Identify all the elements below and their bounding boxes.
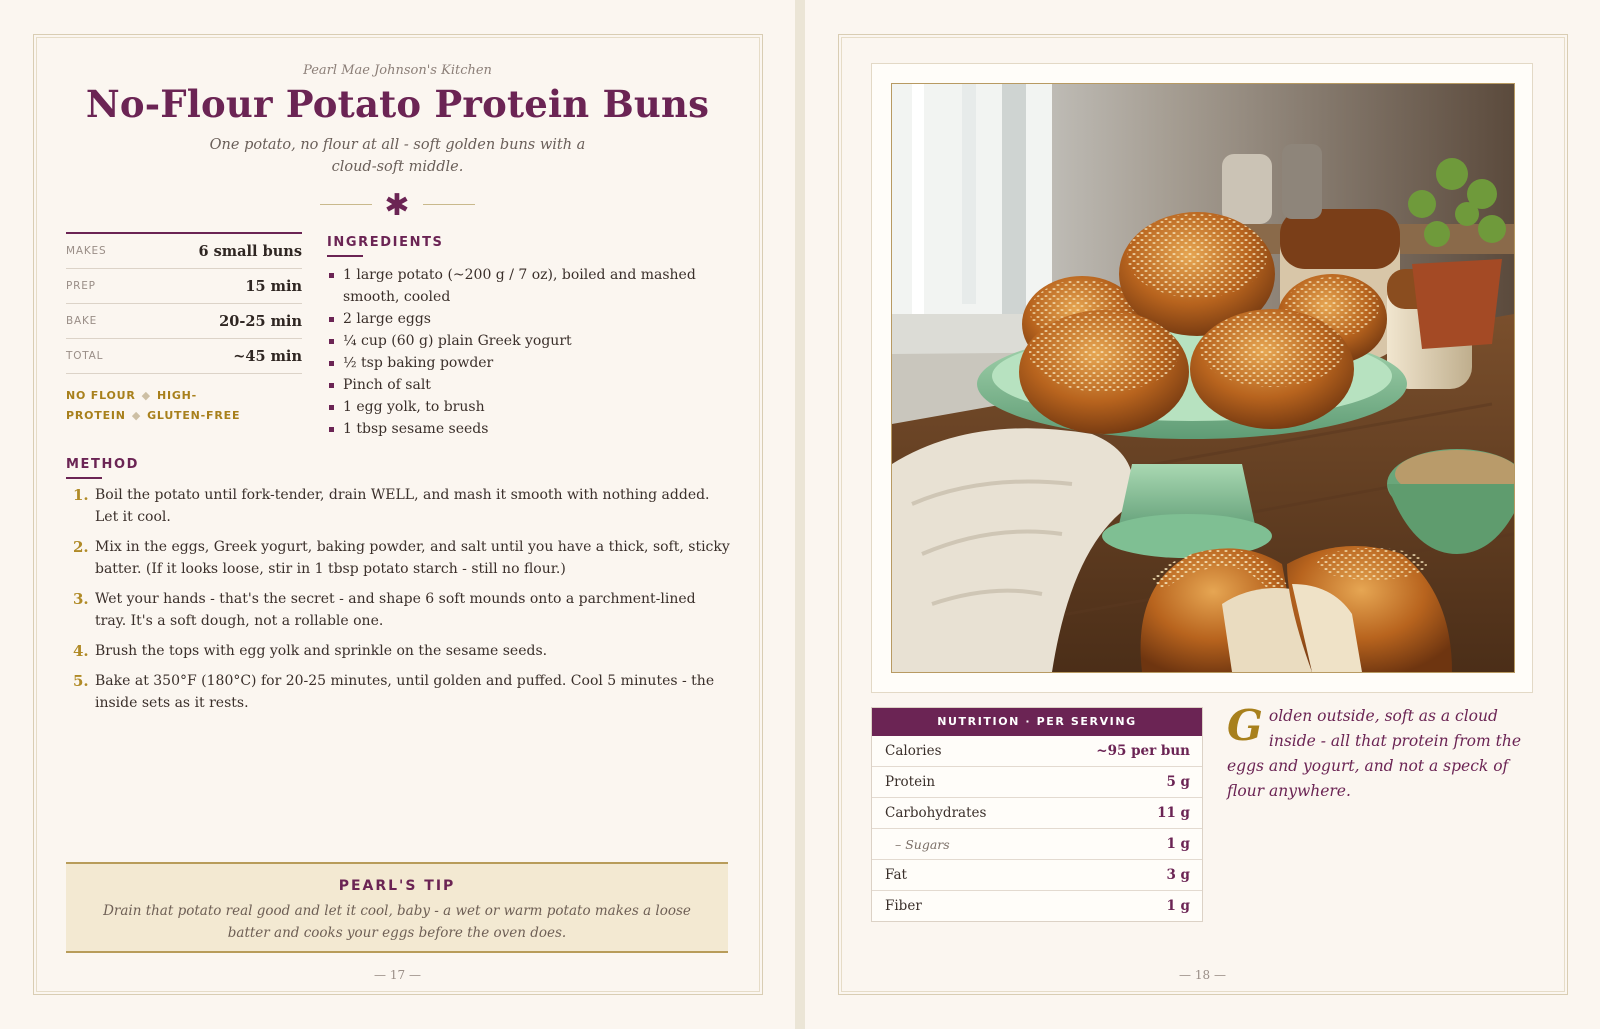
recipe-title: No-Flour Potato Protein Buns	[85, 82, 710, 126]
tip-box	[66, 862, 728, 953]
method-step	[66, 640, 730, 662]
stat-row-makes	[66, 234, 302, 269]
bullet-icon	[329, 405, 334, 410]
stat-row-bake	[66, 304, 302, 339]
bullet-icon	[329, 383, 334, 388]
ingredient-item: Pinch of salt	[327, 374, 727, 396]
step-text: Wet your hands - that's the secret - and shape 6 soft mounds onto a parchment-lined tray. It's a soft dough, not a rollable one.	[95, 591, 696, 629]
step-number: 4.	[73, 642, 89, 660]
method-step	[66, 484, 730, 528]
heading-rule	[66, 477, 102, 479]
bullet-icon	[329, 339, 334, 344]
nutrition-heading: NUTRITION · PER SERVING	[872, 708, 1202, 736]
method-step	[66, 536, 730, 580]
left-page	[0, 0, 795, 1029]
nutrient-value: 3 g	[1166, 867, 1190, 883]
photo-frame	[871, 63, 1533, 693]
tip-text: Drain that potato real good and let it cool, baby - a wet or warm potato makes a loose batter and cooks your eggs before the oven does.	[103, 903, 691, 941]
stat-label: MAKES	[66, 245, 107, 257]
method-heading-block	[66, 457, 139, 479]
step-number: 3.	[73, 590, 89, 608]
step-text: Brush the tops with egg yolk and sprinkle on the sesame seeds.	[95, 643, 548, 659]
page-number: — 18 —	[1179, 968, 1226, 982]
nutrition-row	[872, 736, 1202, 767]
stat-value: 15 min	[245, 277, 302, 295]
ingredient-item: 2 large eggs	[327, 308, 727, 330]
divider-line	[320, 204, 372, 205]
step-text: Mix in the eggs, Greek yogurt, baking powder, and salt until you have a thick, soft, sticky batter. (If it looks loose, stir in 1 tbsp potato starch - still no flour.)	[95, 539, 730, 577]
ingredient-item: 1 large potato (~200 g / 7 oz), boiled and mashed smooth, cooled	[327, 264, 727, 308]
nutrition-row	[872, 798, 1202, 829]
nutrition-row	[872, 829, 1202, 860]
tag-gluten-free: GLUTEN-FREE	[147, 409, 241, 422]
right-page	[805, 0, 1600, 1029]
divider-line	[423, 204, 475, 205]
ornament-divider	[320, 188, 475, 223]
bullet-icon	[329, 361, 334, 366]
nutrient-label: Carbohydrates	[885, 805, 987, 821]
nutrient-label: Calories	[885, 743, 942, 759]
buns-illustration	[892, 84, 1514, 672]
stat-value: 6 small buns	[198, 242, 302, 260]
stat-label: BAKE	[66, 315, 98, 327]
step-number: 2.	[73, 538, 89, 556]
star-icon: ✱	[384, 188, 410, 223]
tag-no-flour: NO FLOUR	[66, 389, 136, 402]
tip-title: PEARL'S TIP	[338, 878, 456, 894]
stat-label: TOTAL	[66, 350, 104, 362]
ingredients-heading-block	[327, 235, 444, 257]
method-step	[66, 670, 730, 714]
nutrient-value: ~95 per bun	[1096, 743, 1190, 759]
nutrition-row	[872, 860, 1202, 891]
nutrient-label: – Sugars	[895, 836, 950, 852]
ingredients-heading: INGREDIENTS	[327, 235, 444, 250]
nutrient-label: Protein	[885, 774, 936, 790]
ingredient-item: ½ tsp baking powder	[327, 352, 727, 374]
bullet-icon	[329, 317, 334, 322]
quote-text: olden outside, soft as a cloud inside - all that protein from the eggs and yogurt, and not a speck of flour anywhere.	[1227, 707, 1522, 800]
nutrient-value: 11 g	[1157, 805, 1190, 821]
nutrient-value: 1 g	[1166, 898, 1190, 914]
bullet-icon	[329, 427, 334, 432]
nutrition-table	[871, 707, 1203, 922]
diamond-icon: ◆	[141, 389, 151, 402]
page-number: — 17 —	[374, 968, 421, 982]
step-number: 1.	[73, 486, 89, 504]
drop-cap: G	[1227, 701, 1263, 750]
nutrient-value: 1 g	[1166, 836, 1190, 852]
step-number: 5.	[73, 672, 89, 690]
stat-value: 20-25 min	[219, 312, 302, 330]
nutrient-label: Fat	[885, 867, 907, 883]
recipe-subtitle: One potato, no flour at all - soft golden buns with a cloud-soft middle.	[209, 137, 586, 175]
stat-row-total	[66, 339, 302, 374]
buns-photo	[891, 83, 1515, 673]
diamond-icon: ◆	[131, 409, 142, 422]
stat-label: PREP	[66, 280, 96, 292]
ingredient-item: 1 egg yolk, to brush	[327, 396, 727, 418]
ingredients-list	[327, 264, 727, 440]
ingredient-item: 1 tbsp sesame seeds	[327, 418, 727, 440]
method-step	[66, 588, 730, 632]
nutrition-row	[872, 891, 1202, 921]
method-list	[66, 484, 730, 722]
stat-row-prep	[66, 269, 302, 304]
diet-tags	[66, 386, 302, 426]
tag-high-protein: HIGH-PROTEIN	[66, 389, 198, 422]
kitchen-name: Pearl Mae Johnson's Kitchen	[303, 63, 492, 78]
recipe-stats	[66, 232, 302, 374]
nutrient-label: Fiber	[885, 898, 922, 914]
bullet-icon	[329, 273, 334, 278]
step-text: Bake at 350°F (180°C) for 20-25 minutes, until golden and puffed. Cool 5 minutes - the inside sets as it rests.	[95, 673, 715, 711]
heading-rule	[327, 255, 363, 257]
ingredient-item: ¼ cup (60 g) plain Greek yogurt	[327, 330, 727, 352]
nutrient-value: 5 g	[1166, 774, 1190, 790]
nutrition-row	[872, 767, 1202, 798]
method-heading: METHOD	[66, 457, 140, 472]
stat-value: ~45 min	[233, 347, 302, 365]
step-text: Boil the potato until fork-tender, drain WELL, and mash it smooth with nothing added. Let it cool.	[95, 487, 710, 525]
pull-quote	[1227, 701, 1532, 804]
